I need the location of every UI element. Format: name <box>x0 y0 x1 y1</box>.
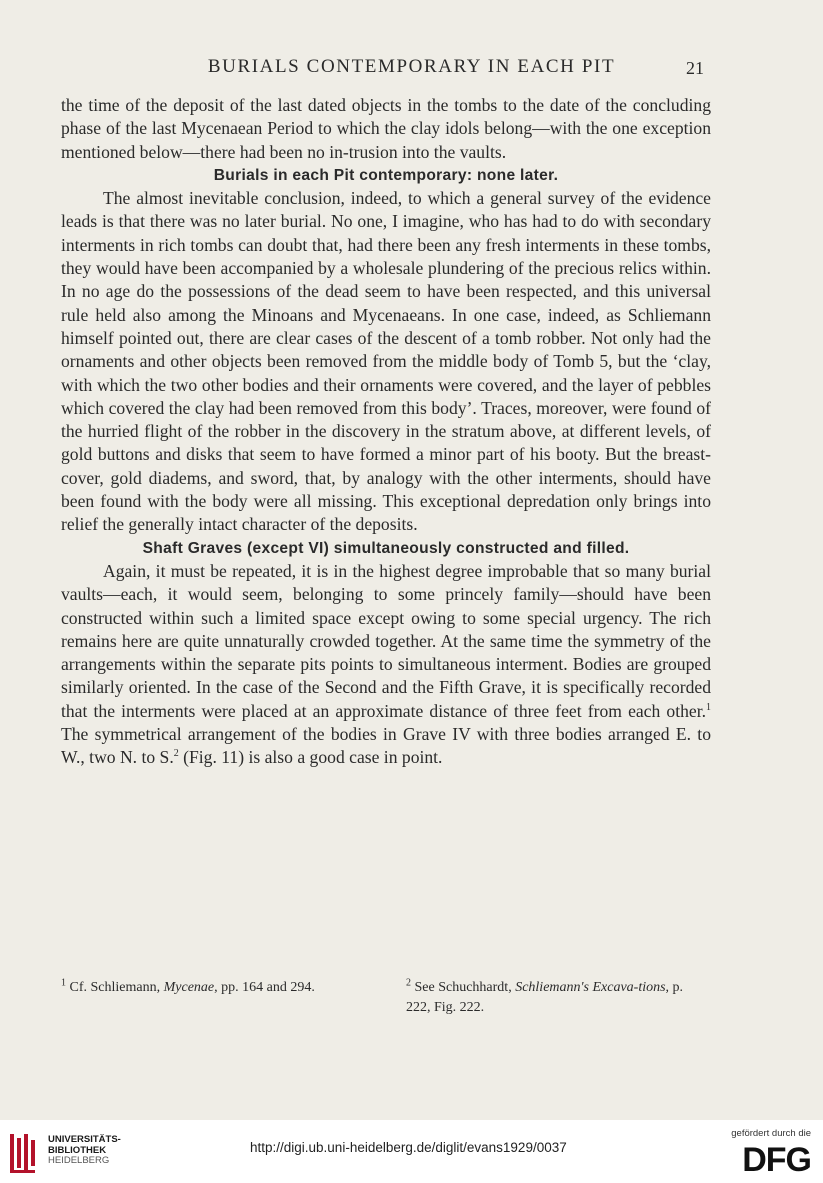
library-line-2: BIBLIOTHEK <box>48 1144 107 1156</box>
footnote-1 <box>61 978 366 1018</box>
library-line-3: HEIDELBERG <box>48 1155 110 1166</box>
library-name <box>48 1135 121 1167</box>
funded-by-caption: gefördert durch die <box>731 1128 811 1139</box>
footnote-2-text-b: , p. 222, Fig. 222. <box>406 980 684 1015</box>
permalink-url[interactable]: http://digi.ub.uni-heidelberg.de/diglit/evans1929/0037 <box>250 1140 567 1155</box>
footnote-ref-1[interactable]: 1 <box>706 701 711 713</box>
footnote-1-text-b: , pp. 164 and 294. <box>214 980 315 995</box>
page-number: 21 <box>686 58 704 78</box>
footnotes <box>61 978 711 1018</box>
footnote-ref-2[interactable]: 2 <box>173 748 179 760</box>
footnote-1-number: 1 <box>61 977 66 989</box>
paragraph-1: the time of the deposit of the last dated objects in the tombs to the date of the concluding phase of the last Mycenaean Period to which the clay idols belong—with the one exception mentioned below—there had been no in-trusion into the vaults. <box>61 95 711 162</box>
paragraph-3-part-a: Again, it must be repeated, it is in the highest degree improbable that so many burial vaults—each, it would seem, belonging to some princely family—should have been constructed within such a limited space except owing to some special urgency. The rich remains here are quite unnaturally crowded together. At the same time the symmetry of the arrangements within the separate pits points to simultaneous interment. Bodies are grouped similarly oriented. In the case of the Second and the Fifth Grave, it is specifically recorded that the interments were placed at an approximate distance of three feet from each other. <box>61 560 711 721</box>
footnote-2-number: 2 <box>406 977 411 989</box>
footnote-1-title: Mycenae <box>163 980 215 995</box>
footnote-2 <box>406 978 711 1018</box>
body-text <box>61 94 711 770</box>
dfg-logo: DFG <box>742 1141 811 1179</box>
library-logo-icon <box>8 1130 42 1176</box>
paragraph-3 <box>61 560 711 770</box>
footnote-2-text-a: See Schuchhardt, <box>411 980 516 995</box>
digitization-footer <box>0 1120 823 1183</box>
section-heading-burials: Burials in each Pit contemporary: none later. <box>213 166 559 184</box>
paragraph-2: The almost inevitable conclusion, indeed, to which a general survey of the evidence leads is that there was no later burial. No one, I imagine, who has had to do with secondary interments in rich tombs can doubt that, had there been any fresh interments in these tombs, they would have been accompanied by a wholesale plundering of the precious relics within. In no age do the possessions of the dead seem to have been respected, and this universal rule held also among the Minoans and Mycenaeans. In one case, indeed, as Schliemann himself pointed out, there are clear cases of the descent of a tomb robber. Not only had the ornaments and other objects been removed from the middle body of Tomb 5, but the ‘clay, with which the two other bodies and their ornaments were covered, and the layer of pebbles which covered the clay had been removed from this body’. Traces, moreover, were found of the hurried flight of the robber in the discovery in the stratum above, at different levels, of gold buttons and disks that seem to have formed a minor part of his booty. But the breast-cover, gold diadems, and sword, that, by analogy with the other interments, should have been found with the body were all missing. This exceptional depredation only brings into relief the generally intact character of the deposits. <box>61 188 711 535</box>
footnote-1-text-a: Cf. Schliemann, <box>66 980 164 995</box>
library-line-1: UNIVERSITÄTS- <box>48 1134 121 1145</box>
footnote-2-title: Schliemann's Excava-tions <box>515 980 666 995</box>
paragraph-3-part-c: (Fig. 11) is also a good case in point. <box>178 747 443 768</box>
section-heading-shaft-graves: Shaft Graves (except VI) simultaneously constructed and filled. <box>142 539 630 557</box>
running-title: BURIALS CONTEMPORARY IN EACH PIT <box>207 56 616 77</box>
paragraph-3-part-b: The symmetrical arrangement of the bodies in Grave IV with three bodies arranged E. to W., two N. to S. <box>61 724 711 768</box>
